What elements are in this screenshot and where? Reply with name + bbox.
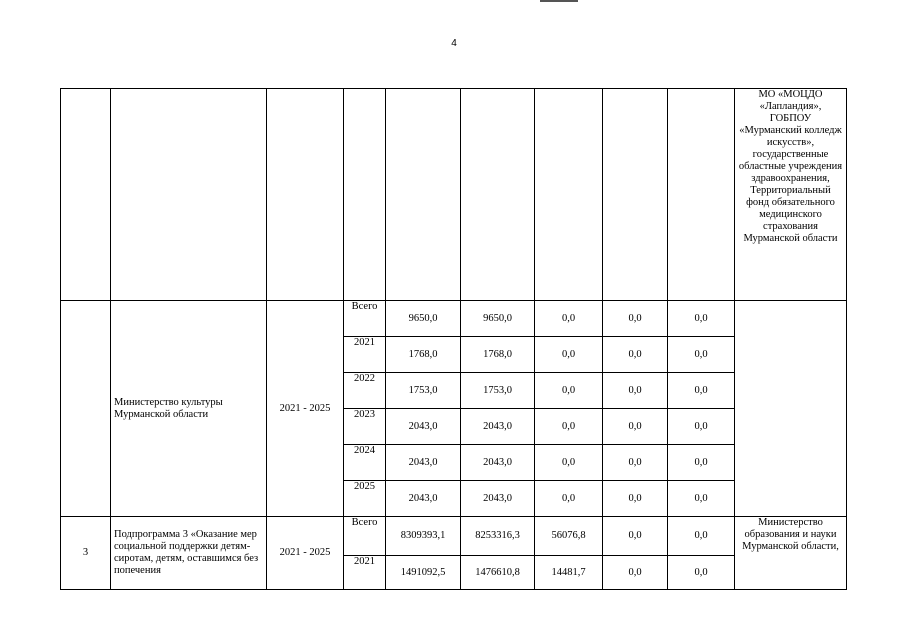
value-cell: 9650,0 (461, 301, 535, 337)
empty-cell (111, 89, 267, 301)
value-cell: 0,0 (535, 409, 603, 445)
total-cell: 8309393,1 (386, 517, 461, 556)
empty-cell (668, 89, 735, 301)
executor-cell: Министерство образования и науки Мурманской области, (735, 517, 847, 590)
empty-cell (461, 89, 535, 301)
value-cell: 0,0 (535, 373, 603, 409)
value-cell: 0,0 (668, 556, 735, 590)
total-cell: 2043,0 (386, 409, 461, 445)
value-cell: 2043,0 (461, 445, 535, 481)
value-cell: 0,0 (603, 517, 668, 556)
value-cell: 0,0 (668, 373, 735, 409)
value-cell: 2043,0 (461, 409, 535, 445)
value-cell: 0,0 (535, 337, 603, 373)
value-cell: 14481,7 (535, 556, 603, 590)
value-cell: 0,0 (603, 409, 668, 445)
value-cell: 0,0 (535, 445, 603, 481)
value-cell: 0,0 (668, 517, 735, 556)
year-cell: 2021 (344, 556, 386, 590)
value-cell: 0,0 (603, 556, 668, 590)
budget-table (60, 88, 847, 590)
value-cell: 1476610,8 (461, 556, 535, 590)
year-cell: Всего (344, 517, 386, 556)
value-cell: 56076,8 (535, 517, 603, 556)
empty-cell (603, 89, 668, 301)
scan-artifact-line (540, 0, 578, 2)
value-cell: 0,0 (535, 481, 603, 517)
executor-cell: МО «МОЦДО «Лапландия», ГОБПОУ «Мурманский колледж искусств», государственные областные учреждения здравоохранения, Территориальный фонд обязательного медицинского страхования Мурманской области (735, 89, 847, 301)
total-cell: 9650,0 (386, 301, 461, 337)
value-cell: 0,0 (603, 445, 668, 481)
organization-name: Министерство культуры Мурманской области (111, 301, 267, 517)
value-cell: 0,0 (668, 409, 735, 445)
year-cell: 2025 (344, 481, 386, 517)
year-cell: 2024 (344, 445, 386, 481)
total-cell: 2043,0 (386, 445, 461, 481)
year-cell: Всего (344, 301, 386, 337)
value-cell: 0,0 (603, 337, 668, 373)
value-cell: 0,0 (535, 301, 603, 337)
empty-cell (386, 89, 461, 301)
value-cell: 1753,0 (461, 373, 535, 409)
executor-cell (735, 301, 847, 517)
continuation-row (61, 89, 847, 301)
page-number: 4 (451, 38, 457, 49)
empty-cell (61, 89, 111, 301)
total-cell: 1491092,5 (386, 556, 461, 590)
number-cell: 3 (61, 517, 111, 590)
year-cell: 2021 (344, 337, 386, 373)
subprogram-name: Подпрограмма 3 «Оказание мер социальной поддержки детям-сиротам, детям, оставшимся без попечения (111, 517, 267, 590)
total-cell: 1768,0 (386, 337, 461, 373)
year-cell: 2023 (344, 409, 386, 445)
value-cell: 2043,0 (461, 481, 535, 517)
value-cell: 0,0 (668, 337, 735, 373)
value-cell: 0,0 (668, 481, 735, 517)
period-cell: 2021 - 2025 (267, 517, 344, 590)
empty-cell (267, 89, 344, 301)
value-cell: 0,0 (668, 301, 735, 337)
value-cell: 8253316,3 (461, 517, 535, 556)
year-cell: 2022 (344, 373, 386, 409)
period-cell: 2021 - 2025 (267, 301, 344, 517)
empty-cell (535, 89, 603, 301)
total-cell: 2043,0 (386, 481, 461, 517)
table-row (61, 517, 847, 556)
empty-cell (344, 89, 386, 301)
value-cell: 0,0 (603, 301, 668, 337)
number-cell (61, 301, 111, 517)
table-row (61, 301, 847, 337)
value-cell: 1768,0 (461, 337, 535, 373)
value-cell: 0,0 (603, 373, 668, 409)
total-cell: 1753,0 (386, 373, 461, 409)
value-cell: 0,0 (603, 481, 668, 517)
value-cell: 0,0 (668, 445, 735, 481)
